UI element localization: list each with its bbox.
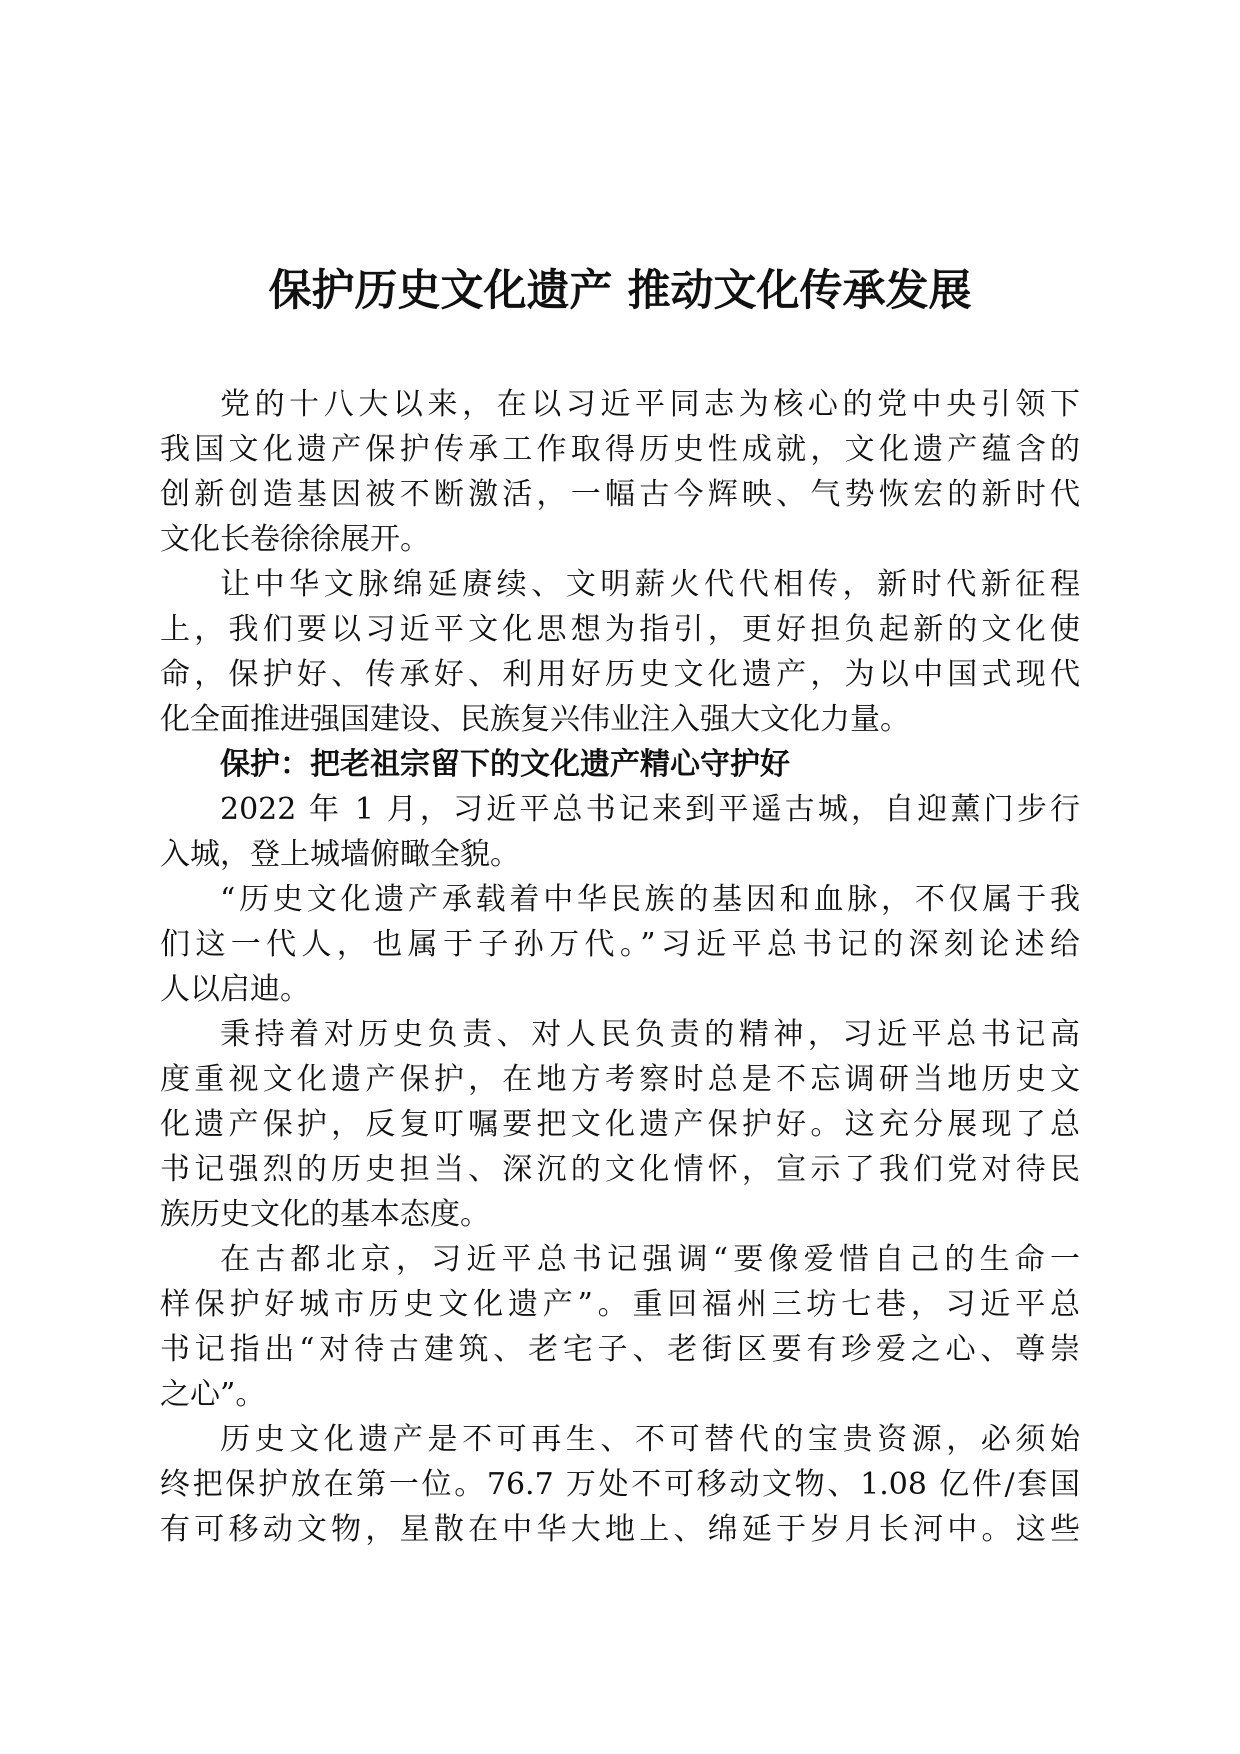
text-line: 之心”。 xyxy=(160,1377,266,1412)
text-line: 文化长卷徐徐展开。 xyxy=(160,522,430,557)
text-line: 在古都北京，习近平总书记强调“要像爱惜自己的生命一 xyxy=(220,1242,1080,1277)
text-line: 2022 年 1 月，习近平总书记来到平遥古城，自迎薰门步行 xyxy=(220,792,1080,827)
text-line: 有可移动文物，星散在中华大地上、绵延于岁月长河中。这些 xyxy=(160,1512,1080,1547)
section-heading: 保护：把老祖宗留下的文化遗产精心守护好 xyxy=(220,747,790,782)
text-line: 人以启迪。 xyxy=(160,972,310,1007)
text-line: 我国文化遗产保护传承工作取得历史性成就，文化遗产蕴含的 xyxy=(160,432,1080,467)
text-line: “历史文化遗产承载着中华民族的基因和血脉，不仅属于我 xyxy=(220,882,1080,917)
text-line: 化遗产保护，反复叮嘱要把文化遗产保护好。这充分展现了总 xyxy=(160,1107,1080,1142)
text-line: 终把保护放在第一位。76.7 万处不可移动文物、1.08 亿件/套国 xyxy=(160,1467,1080,1502)
text-line: 们这一代人，也属于子孙万代。”习近平总书记的深刻论述给 xyxy=(160,927,1080,962)
text-line: 上，我们要以习近平文化思想为指引，更好担负起新的文化使 xyxy=(160,612,1080,647)
text-line: 历史文化遗产是不可再生、不可替代的宝贵资源，必须始 xyxy=(220,1422,1080,1457)
text-line: 入城，登上城墙俯瞰全貌。 xyxy=(160,837,520,872)
text-line: 样保护好城市历史文化遗产”。重回福州三坊七巷，习近平总 xyxy=(160,1287,1080,1322)
text-line: 化全面推进强国建设、民族复兴伟业注入强大文化力量。 xyxy=(160,702,910,737)
text-line: 秉持着对历史负责、对人民负责的精神，习近平总书记高 xyxy=(220,1017,1080,1052)
text-line: 让中华文脉绵延赓续、文明薪火代代相传，新时代新征程 xyxy=(220,567,1080,602)
text-line: 命，保护好、传承好、利用好历史文化遗产，为以中国式现代 xyxy=(160,657,1080,692)
text-line: 度重视文化遗产保护，在地方考察时总是不忘调研当地历史文 xyxy=(160,1062,1080,1097)
text-line: 创新创造基因被不断激活，一幅古今辉映、气势恢宏的新时代 xyxy=(160,477,1080,512)
document-title: 保护历史文化遗产 推动文化传承发展 xyxy=(268,266,972,316)
text-line: 族历史文化的基本态度。 xyxy=(160,1197,490,1232)
text-line: 党的十八大以来，在以习近平同志为核心的党中央引领下 xyxy=(220,387,1080,422)
text-line: 书记强烈的历史担当、深沉的文化情怀，宣示了我们党对待民 xyxy=(160,1152,1080,1187)
text-line: 书记指出“对待古建筑、老宅子、老街区要有珍爱之心、尊崇 xyxy=(160,1332,1080,1367)
document-body xyxy=(160,382,1080,1552)
